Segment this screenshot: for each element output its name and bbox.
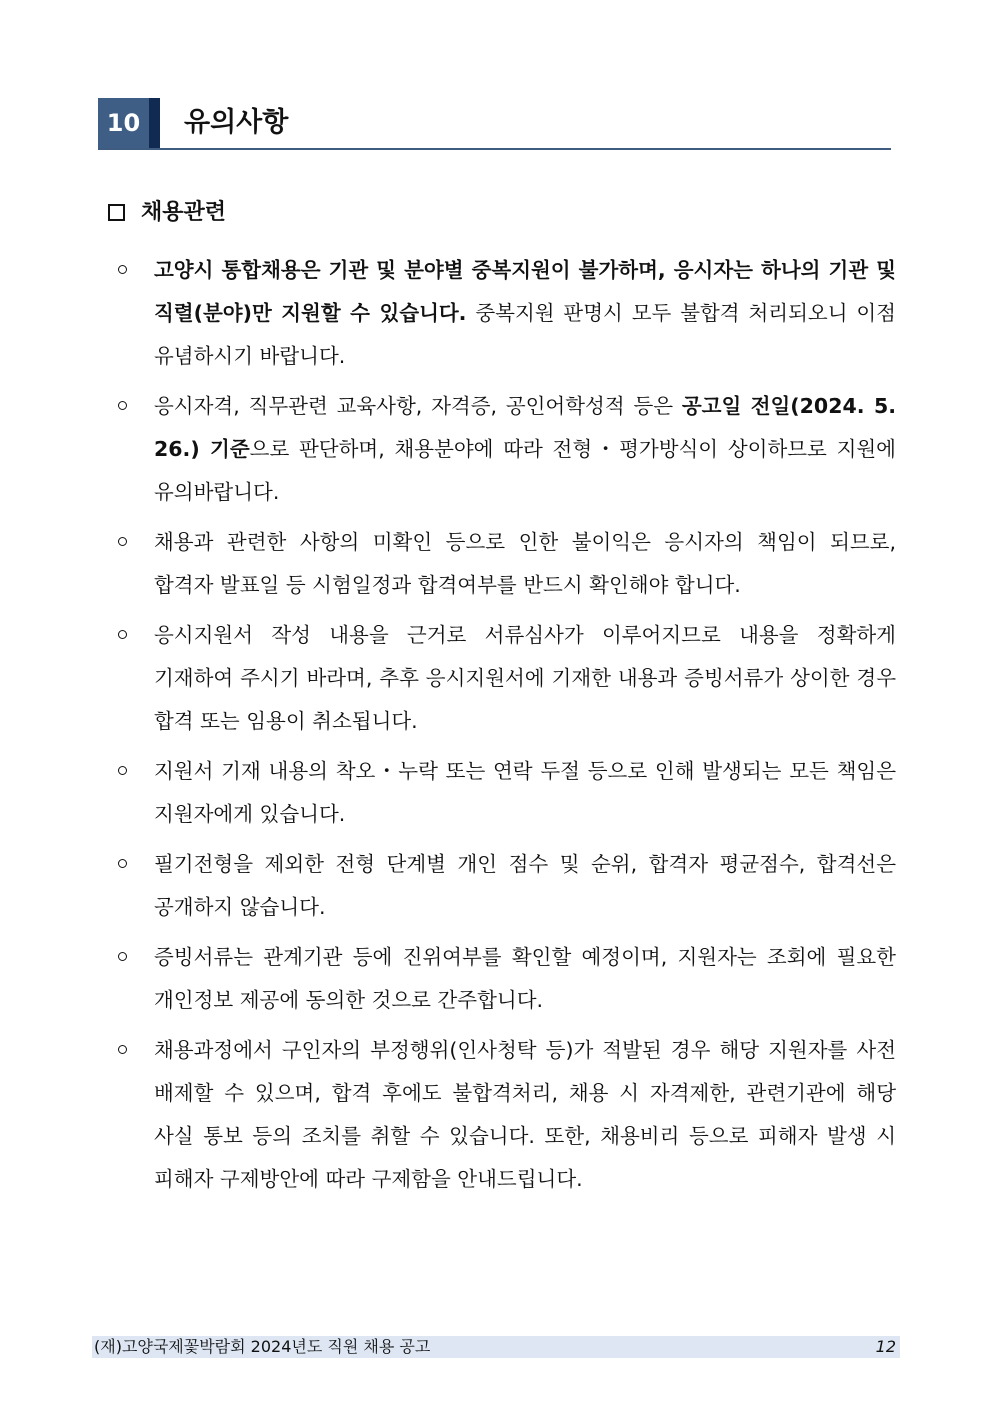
notice-list [118, 249, 896, 1208]
bullet-icon [118, 1045, 127, 1054]
bullet-icon [118, 537, 127, 546]
subheading-label: 채용관련 [141, 200, 227, 225]
list-item [118, 249, 896, 378]
list-item [118, 750, 896, 836]
bullet-icon [118, 859, 127, 868]
checkbox-icon [108, 204, 125, 221]
page-footer [92, 1336, 900, 1358]
section-title: 유의사항 [184, 107, 289, 138]
item-text: 지원서 기재 내용의 착오・누락 또는 연락 두절 등으로 인해 발생되는 모든 책임은 지원자에게 있습니다. [154, 759, 896, 826]
subheading [108, 195, 226, 231]
item-text: 응시자격, 직무관련 교육사항, 자격증, 공인어학성적 등은 [154, 394, 682, 418]
page-number: 12 [875, 1337, 896, 1356]
item-bold-text: 공고일 전일(2024. 5. 26.) 기준 [154, 394, 896, 461]
section-number: 10 [98, 98, 149, 148]
list-item [118, 385, 896, 514]
item-bold-text: 고양시 통합채용은 기관 및 분야별 중복지원이 불가하며, 응시자는 하나의 기관 및 직렬(분야)만 지원할 수 있습니다. [154, 258, 896, 325]
footer-title: (재)고양국제꽃박람회 2024년도 직원 채용 공고 [94, 1337, 431, 1356]
bullet-icon [118, 401, 127, 410]
list-item [118, 614, 896, 743]
list-item [118, 936, 896, 1022]
bullet-icon [118, 952, 127, 961]
item-text: 중복지원 판명시 모두 불합격 처리되오니 이점 유념하시기 바랍니다. [154, 301, 896, 368]
item-text: 응시지원서 작성 내용을 근거로 서류심사가 이루어지므로 내용을 정확하게 기재하여 주시기 바라며, 추후 응시지원서에 기재한 내용과 증빙서류가 상이한 경우 합격 또는 임용이 취소됩니다. [154, 623, 896, 733]
item-text: 채용과정에서 구인자의 부정행위(인사청탁 등)가 적발된 경우 해당 지원자를 사전 배제할 수 있으며, 합격 후에도 불합격처리, 채용 시 자격제한, 관련기관에 해당 사실 통보 등의 조치를 취할 수 있습니다. 또한, 채용비리 등으로 피해자 발생 시 피해자 구제방안에 따라 구제함을 안내드립니다. [154, 1038, 896, 1191]
list-item [118, 521, 896, 607]
section-header [98, 98, 891, 150]
item-text: 증빙서류는 관계기관 등에 진위여부를 확인할 예정이며, 지원자는 조회에 필요한 개인정보 제공에 동의한 것으로 간주합니다. [154, 945, 896, 1012]
bullet-icon [118, 265, 127, 274]
bullet-icon [118, 630, 127, 639]
item-text: 으로 판단하며, 채용분야에 따라 전형・평가방식이 상이하므로 지원에 유의바랍니다. [154, 437, 896, 504]
list-item [118, 1029, 896, 1201]
bullet-icon [118, 766, 127, 775]
item-text: 채용과 관련한 사항의 미확인 등으로 인한 불이익은 응시자의 책임이 되므로, 합격자 발표일 등 시험일정과 합격여부를 반드시 확인해야 합니다. [154, 530, 896, 597]
item-text: 필기전형을 제외한 전형 단계별 개인 점수 및 순위, 합격자 평균점수, 합격선은 공개하지 않습니다. [154, 852, 896, 919]
section-accent-bar [149, 98, 160, 148]
list-item [118, 843, 896, 929]
